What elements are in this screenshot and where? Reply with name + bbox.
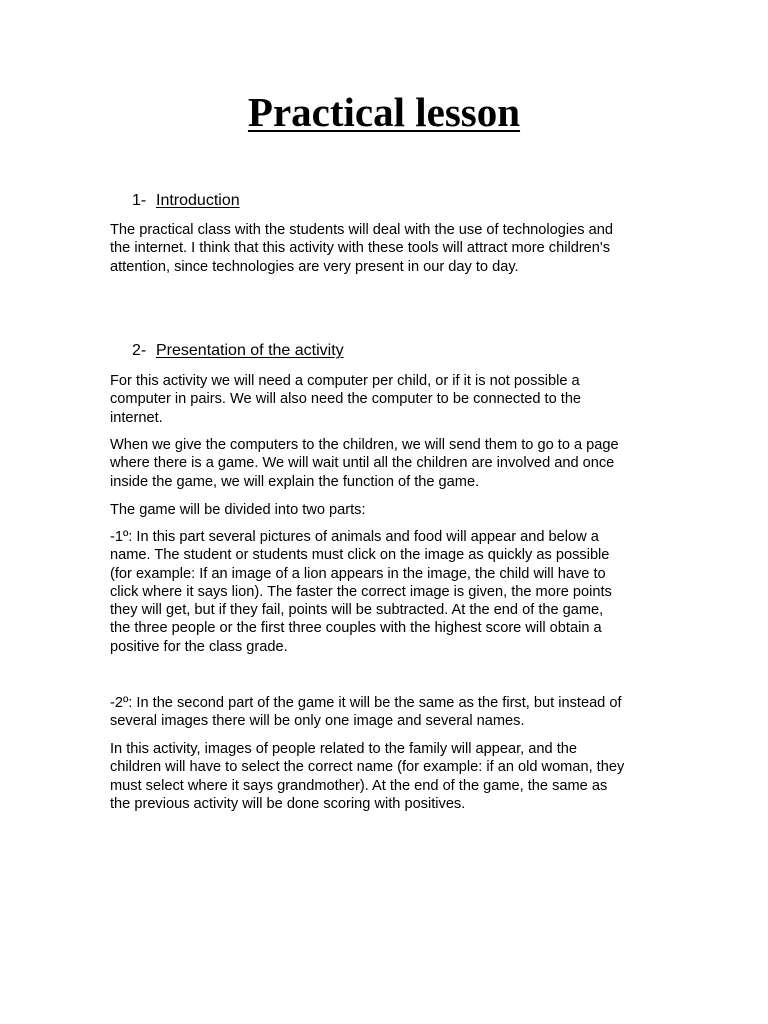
paragraph-materials xyxy=(110,372,670,427)
paragraph-introduction xyxy=(110,221,670,276)
text-line: When we give the computers to the children, we will send them to go to a page xyxy=(110,437,619,453)
text-line: -2º: In the second part of the game it will be the same as the first, but instead of xyxy=(110,695,622,711)
text-line: several images there will be only one image and several names. xyxy=(110,713,525,730)
text-line: inside the game, we will explain the function of the game. xyxy=(110,473,480,490)
text-line: name. The student or students must click on the image as quickly as possible xyxy=(110,547,610,564)
text-line: computer in pairs. We will also need the computer to be connected to the xyxy=(110,391,582,408)
paragraph-procedure xyxy=(110,436,670,491)
text-line: The practical class with the students will deal with the use of technologies and xyxy=(110,222,613,238)
paragraph-game-parts xyxy=(110,501,670,519)
page-title xyxy=(0,88,768,136)
section-heading-text: Presentation of the activity xyxy=(156,342,344,359)
paragraph-part-one xyxy=(110,528,670,656)
section-number: 2- xyxy=(132,342,147,359)
paragraph-family-activity xyxy=(110,740,670,813)
text-line: they will get, but if they fail, points will be subtracted. At the end of the game, xyxy=(110,602,604,619)
paragraph-part-two xyxy=(110,694,670,731)
text-line: positive for the class grade. xyxy=(110,638,288,655)
text-line: children will have to select the correct name (for example: if an old woman, they xyxy=(110,759,625,776)
text-line: In this activity, images of people related to the family will appear, and the xyxy=(110,741,577,757)
section-heading-presentation xyxy=(132,341,344,361)
page-title-text: Practical lesson xyxy=(247,89,521,135)
text-line: click where it says lion). The faster the correct image is given, the more points xyxy=(110,583,612,600)
text-line: -1º: In this part several pictures of animals and food will appear and below a xyxy=(110,529,599,545)
text-line: For this activity we will need a computer per child, or if it is not possible a xyxy=(110,373,580,389)
section-number: 1- xyxy=(132,192,147,209)
section-heading-text: Introduction xyxy=(156,192,240,209)
text-line: (for example: If an image of a lion appears in the image, the child will have to xyxy=(110,565,606,582)
text-line: where there is a game. We will wait until all the children are involved and once xyxy=(110,455,615,472)
text-line: the previous activity will be done scoring with positives. xyxy=(110,795,466,812)
text-line: the internet. I think that this activity with these tools will attract more children's xyxy=(110,240,610,257)
text-line: attention, since technologies are very present in our day to day. xyxy=(110,258,519,275)
text-line: The game will be divided into two parts: xyxy=(110,502,366,518)
text-line: the three people or the first three couples with the highest score will obtain a xyxy=(110,620,602,637)
section-heading-introduction xyxy=(132,191,240,211)
text-line: internet. xyxy=(110,409,163,426)
text-line: must select where it says grandmother). At the end of the game, the same as xyxy=(110,777,608,794)
